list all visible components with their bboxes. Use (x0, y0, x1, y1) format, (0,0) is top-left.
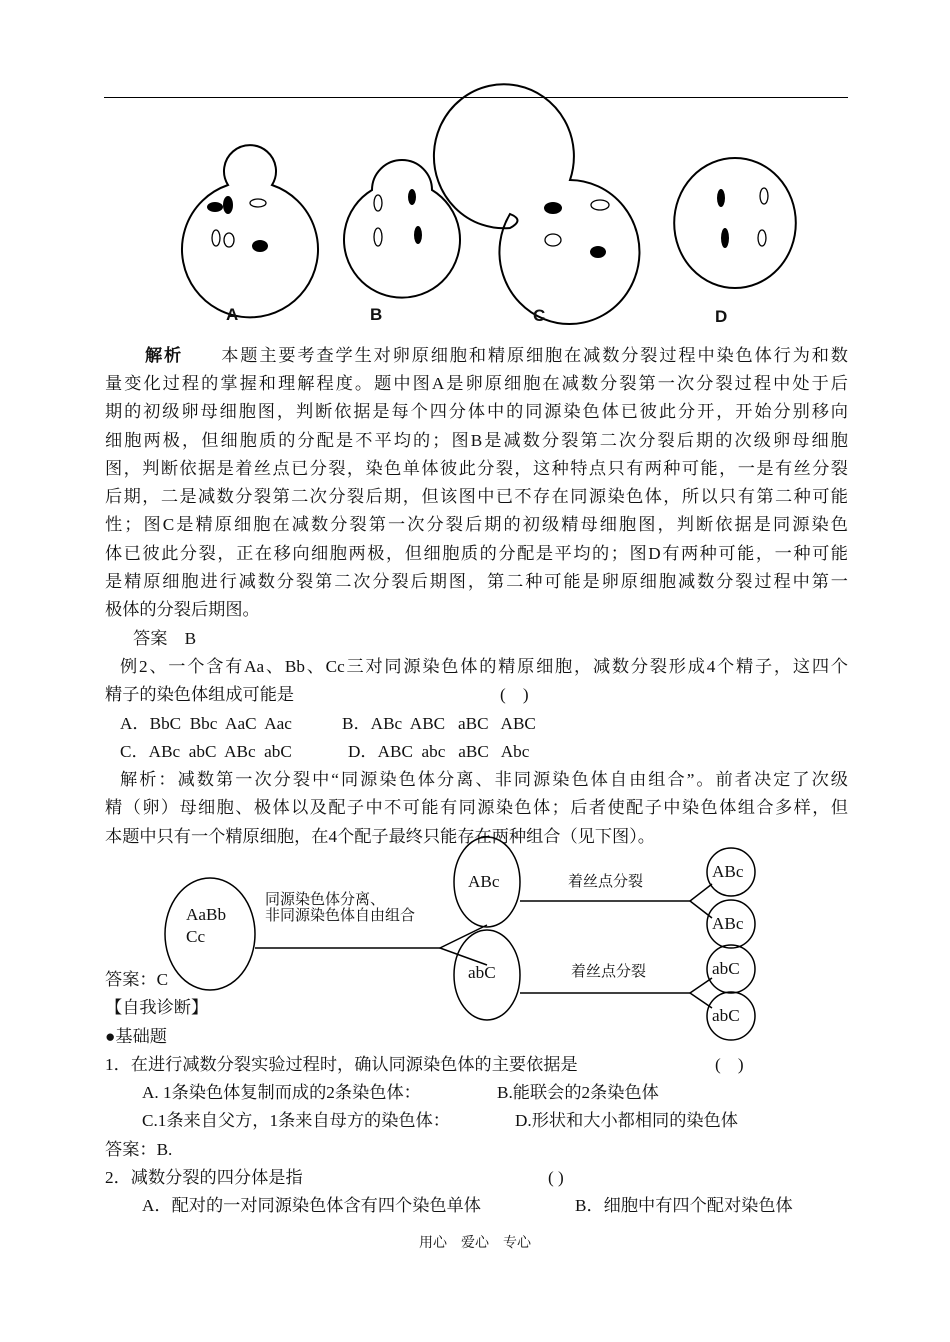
final-genotype: abC (712, 1006, 740, 1025)
analysis-line: 图，判断依据是着丝点已分裂，染色单体彼此分裂，这种特点只有两种可能，一是有丝分裂 (105, 459, 848, 478)
final-genotype: abC (712, 959, 740, 978)
final-genotype: ABc (712, 862, 744, 881)
question-1: 1．在进行减数分裂实验过程时，确认同源染色体的主要依据是 (105, 1055, 578, 1074)
q2-bracket: ( ) (548, 1168, 564, 1187)
figure-label-d: D (715, 307, 728, 326)
final-genotype: ABc (712, 914, 744, 933)
analysis-heading: 解析 (145, 346, 184, 365)
q2-option-a: A．配对的一对同源染色体含有四个染色单体 (142, 1196, 481, 1215)
step2-label: 着丝点分裂 (571, 964, 647, 980)
example2-line: 精子的染色体组成可能是 (105, 685, 295, 704)
analysis-line: 体已彼此分裂，正在移向细胞两极，但细胞质的分配是平均的；图D有两种可能，一种可能 (105, 544, 848, 563)
example2-analysis: 本题中只有一个精原细胞，在4个配子最终只能存在两种组合（见下图）。 (105, 827, 655, 846)
answer-bracket: ( ) (500, 685, 529, 704)
option-c: C．ABc abC ABc abC (120, 742, 292, 761)
parent-genotype-2: Cc (186, 927, 206, 946)
analysis-line: 细胞两极，但细胞质的分配是不平均的；图B是减数分裂第二次分裂后期的次级卵母细胞 (105, 431, 848, 450)
example2-analysis: 解析：减数第一次分裂中“同源染色体分离、非同源染色体自由组合”。前者决定了次级 (120, 770, 848, 789)
step2-label: 着丝点分裂 (568, 874, 644, 890)
figure-label-a: A (226, 305, 239, 324)
question-2: 2．减数分裂的四分体是指 (105, 1168, 303, 1187)
step1-label: 同源染色体分离、 (265, 892, 386, 908)
q1-option-d: D.形状和大小都相同的染色体 (515, 1111, 738, 1130)
parent-genotype-1: AaBb (186, 905, 227, 924)
analysis-line: 后期，二是减数分裂第二次分裂后期，但该图中已不存在同源染色体，所以只有第二种可能 (105, 487, 848, 506)
option-a: A．BbC Bbc AaC Aac (120, 714, 292, 733)
example2-analysis: 精（卵）母细胞、极体以及配子中不可能有同源染色体；后者使配子中染色体组合多样，但 (105, 798, 848, 817)
q1-bracket: ( ) (715, 1055, 744, 1074)
section-title: 【自我诊断】 (105, 998, 209, 1017)
q1-option-a: A. 1条染色体复制而成的2条染色体： (142, 1083, 421, 1102)
option-b: B．ABc ABC aBC ABC (342, 714, 536, 733)
example2-line: 例2、一个含有Aa、Bb、Cc三对同源染色体的精原细胞，减数分裂形成4个精子，这四个 (120, 657, 848, 676)
q1-answer: 答案：B. (105, 1140, 173, 1159)
figure-label-b: B (370, 305, 383, 324)
q1-option-b: B.能联会的2条染色体 (497, 1083, 659, 1102)
analysis-line: 量变化过程的掌握和理解程度。题中图A是卵原细胞在减数分裂第一次分裂过程中处于后 (105, 374, 848, 393)
option-d: D．ABC abc aBC Abc (348, 742, 530, 761)
analysis-line: 极体的分裂后期图。 (105, 600, 260, 619)
analysis-line: 性；图C是精原细胞在减数分裂第一次分裂后期的初级精母细胞图，判断依据是同源染色 (105, 515, 848, 534)
q1-option-c: C.1条来自父方，1条来自母方的染色体： (142, 1111, 450, 1130)
analysis-text: 本题主要考查学生对卵原细胞和精原细胞在减数分裂过程中染色体行为和数 (221, 346, 848, 365)
analysis-line: 期的初级卵母细胞图，判断依据是每个四分体中的同源染色体已彼此分开，开始分别移向 (105, 402, 848, 421)
mid-genotype: ABc (468, 872, 500, 891)
mid-genotype: abC (468, 963, 496, 982)
answer-1: 答案 B (133, 629, 197, 648)
q2-option-b: B．细胞中有四个配对染色体 (575, 1196, 793, 1215)
figure-label-c: C (533, 306, 546, 325)
analysis-line: 是精原细胞进行减数分裂第二次分裂后期图，第二种可能是卵原细胞减数分裂过程中第一 (105, 572, 848, 591)
footer: 用心 爱心 专心 (419, 1236, 531, 1251)
answer-2: 答案：C (105, 970, 169, 989)
basic-heading: ●基础题 (105, 1027, 167, 1046)
step1-label: 非同源染色体自由组合 (265, 908, 416, 924)
